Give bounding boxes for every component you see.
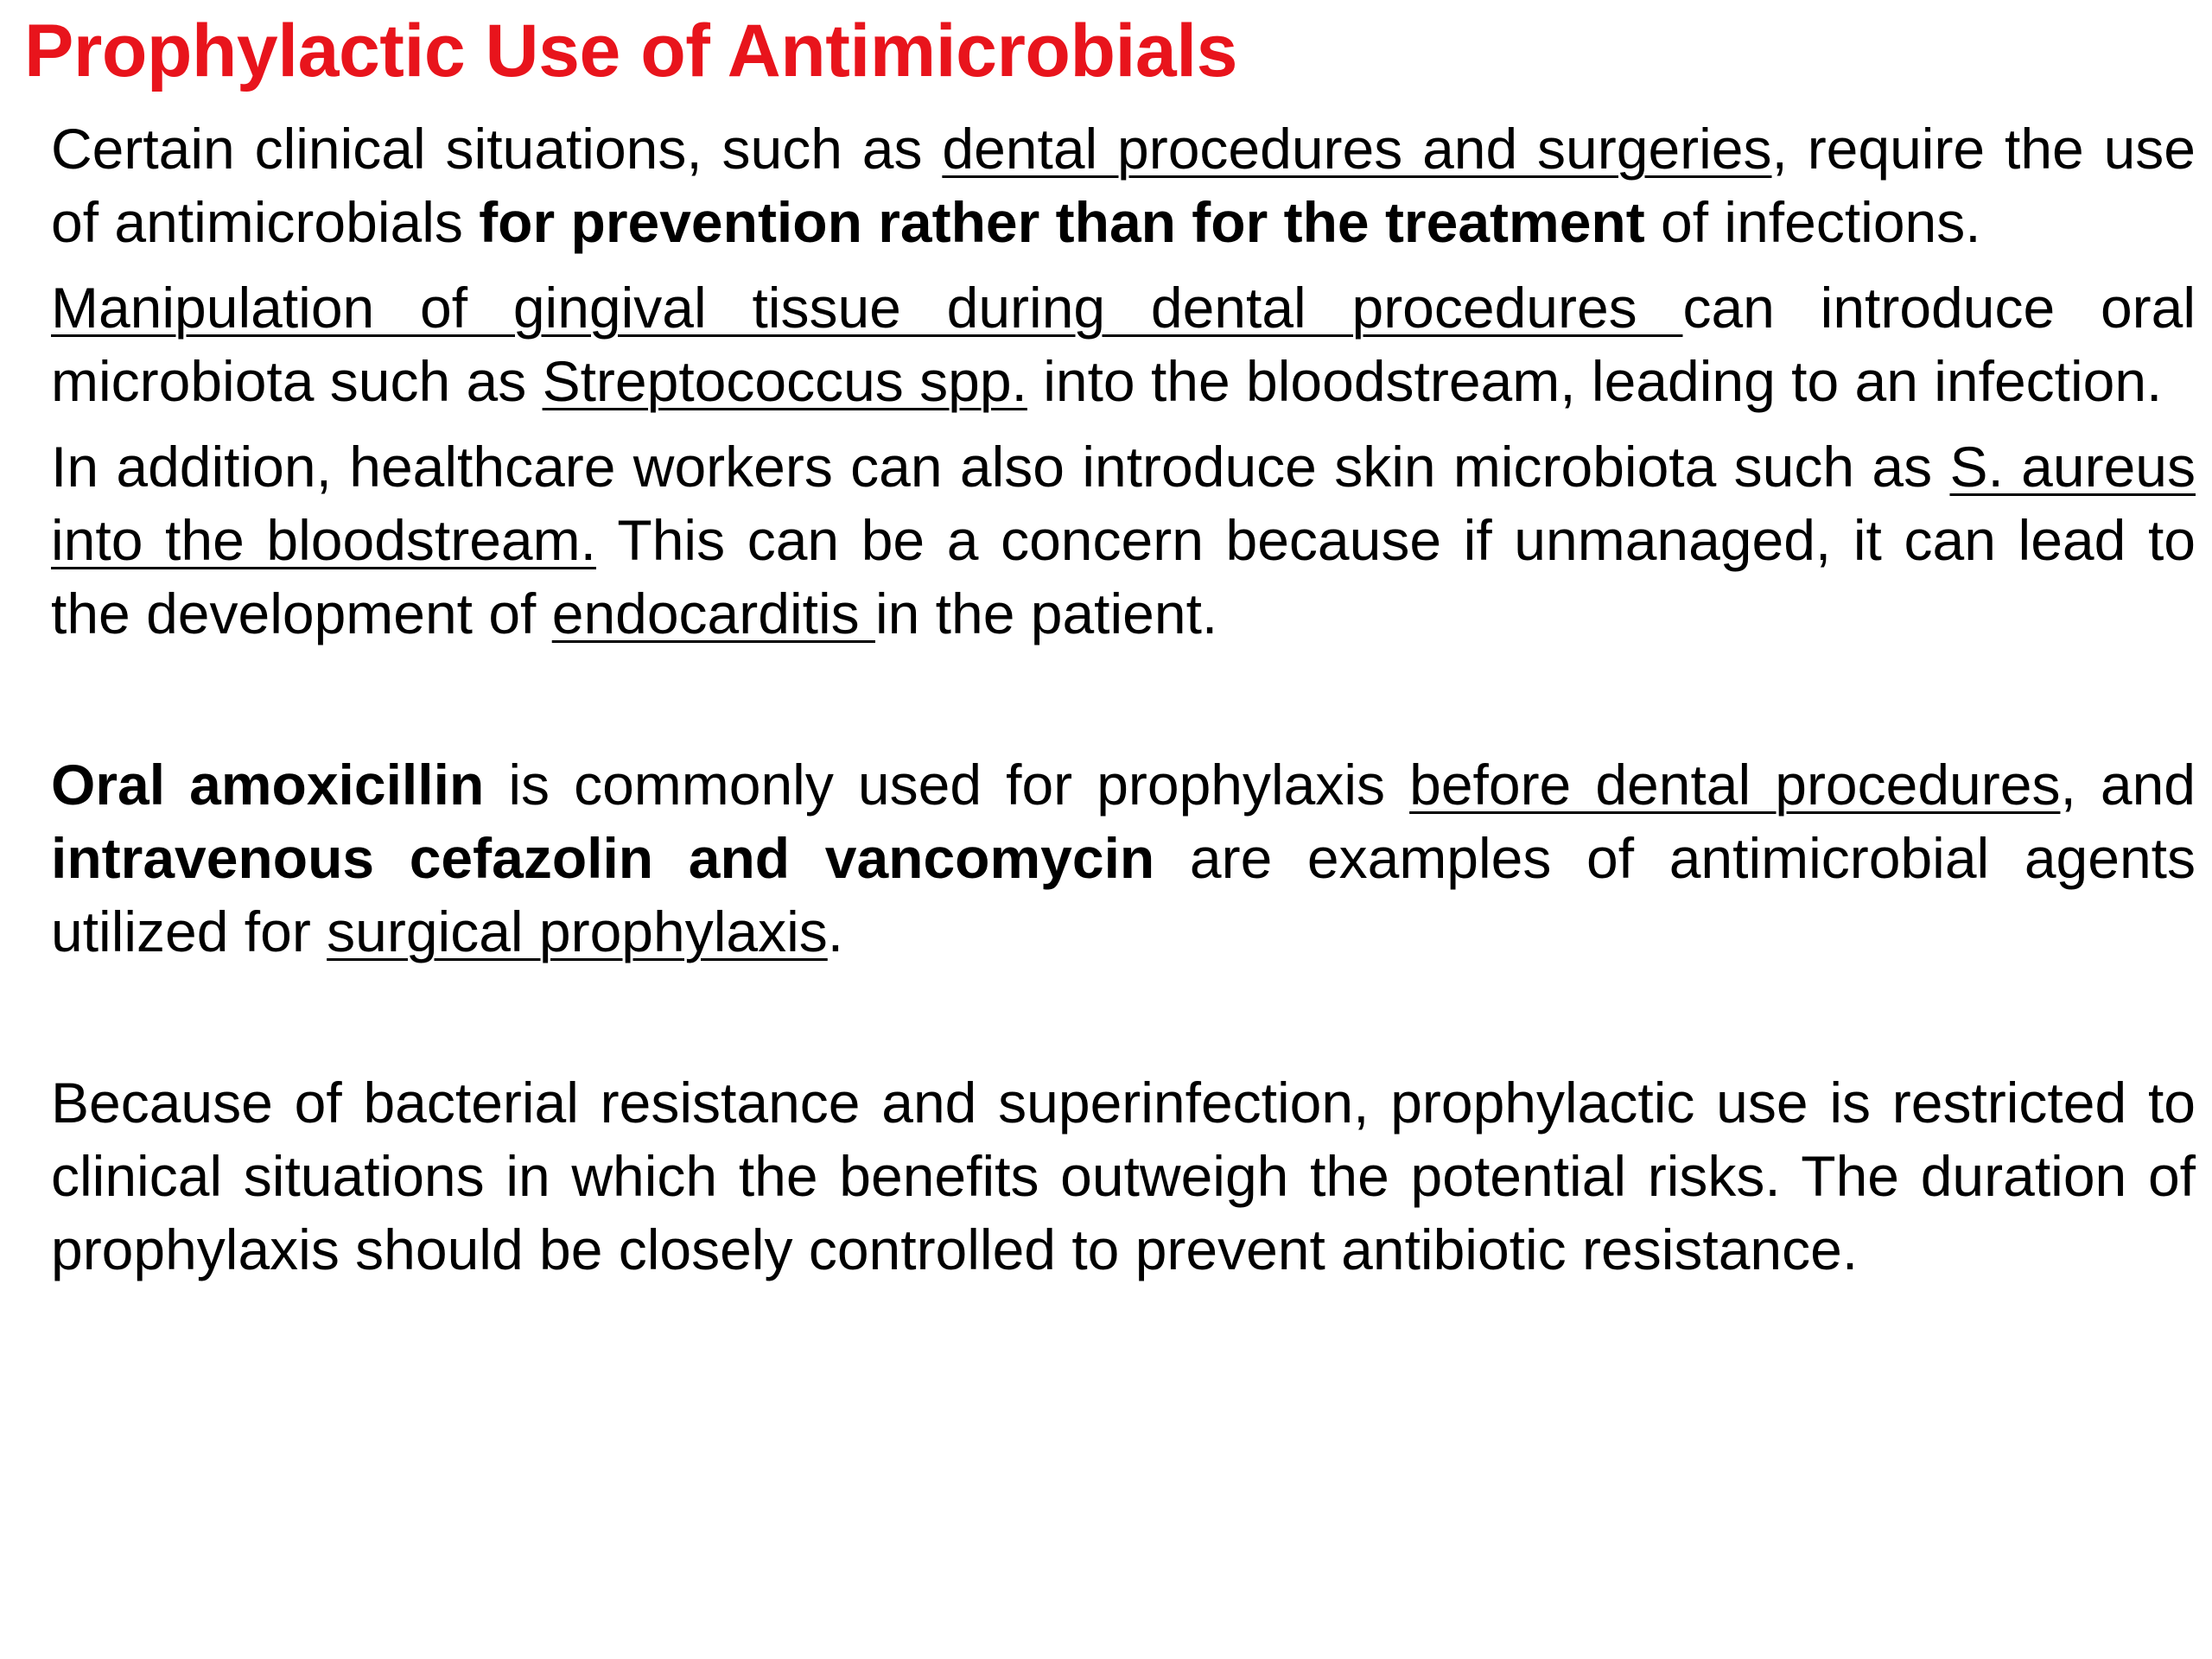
underlined-phrase: surgical prophylaxis (327, 899, 828, 963)
text-run: This can be a concern because if unmanaged, it can lead to the development of (51, 508, 2196, 645)
underlined-phrase: Streptococcus spp. (542, 349, 1027, 413)
text-run: . (827, 899, 844, 963)
bold-phrase: for prevention rather than for the treatment (479, 190, 1645, 254)
text-run: is commonly used for prophylaxis (484, 753, 1410, 817)
underlined-phrase: Manipulation of gingival tissue during dental procedures (51, 276, 1683, 340)
text-run: , require the use of antimicrobials (51, 117, 2196, 254)
text-run: In addition, healthcare workers can also introduce skin microbiota such as (51, 435, 1950, 499)
paragraph-clinical-situations (51, 112, 2196, 259)
text-run: Because of bacterial resistance and superinfection, prophylactic use is restricted to clinical situations in which the benefits outweigh the potential risks. The duration of prophylaxis should be closely controlled to prevent antibiotic resistance. (51, 1071, 2196, 1281)
text-run: are examples of antimicrobial agents utilized for (51, 826, 2196, 963)
paragraph-healthcare-workers (51, 430, 2196, 651)
paragraph-gingival-manipulation (51, 271, 2196, 418)
text-run: of infections. (1644, 190, 1981, 254)
paragraph-agents (51, 748, 2196, 969)
text-run: into the bloodstream, leading to an infection. (1027, 349, 2163, 413)
underlined-phrase: dental procedures and surgeries (942, 117, 1772, 181)
bold-phrase: Oral amoxicillin (51, 753, 485, 817)
text-run: , and (2060, 753, 2196, 817)
underlined-phrase: before dental procedures (1409, 753, 2061, 817)
text-run: Certain clinical situations, such as (51, 117, 943, 181)
slide-title: Prophylactic Use of Antimicrobials (24, 10, 1237, 92)
bold-phrase: intravenous cefazolin and vancomycin (51, 826, 1155, 890)
underlined-phrase: endocarditis (551, 582, 875, 645)
slide-body (51, 112, 2196, 1287)
text-run: in the patient. (874, 582, 1218, 645)
paragraph-resistance (51, 1066, 2196, 1287)
text-run: can introduce oral microbiota such as (51, 276, 2196, 413)
underlined-phrase: S. aureus into the bloodstream. (51, 435, 2196, 572)
